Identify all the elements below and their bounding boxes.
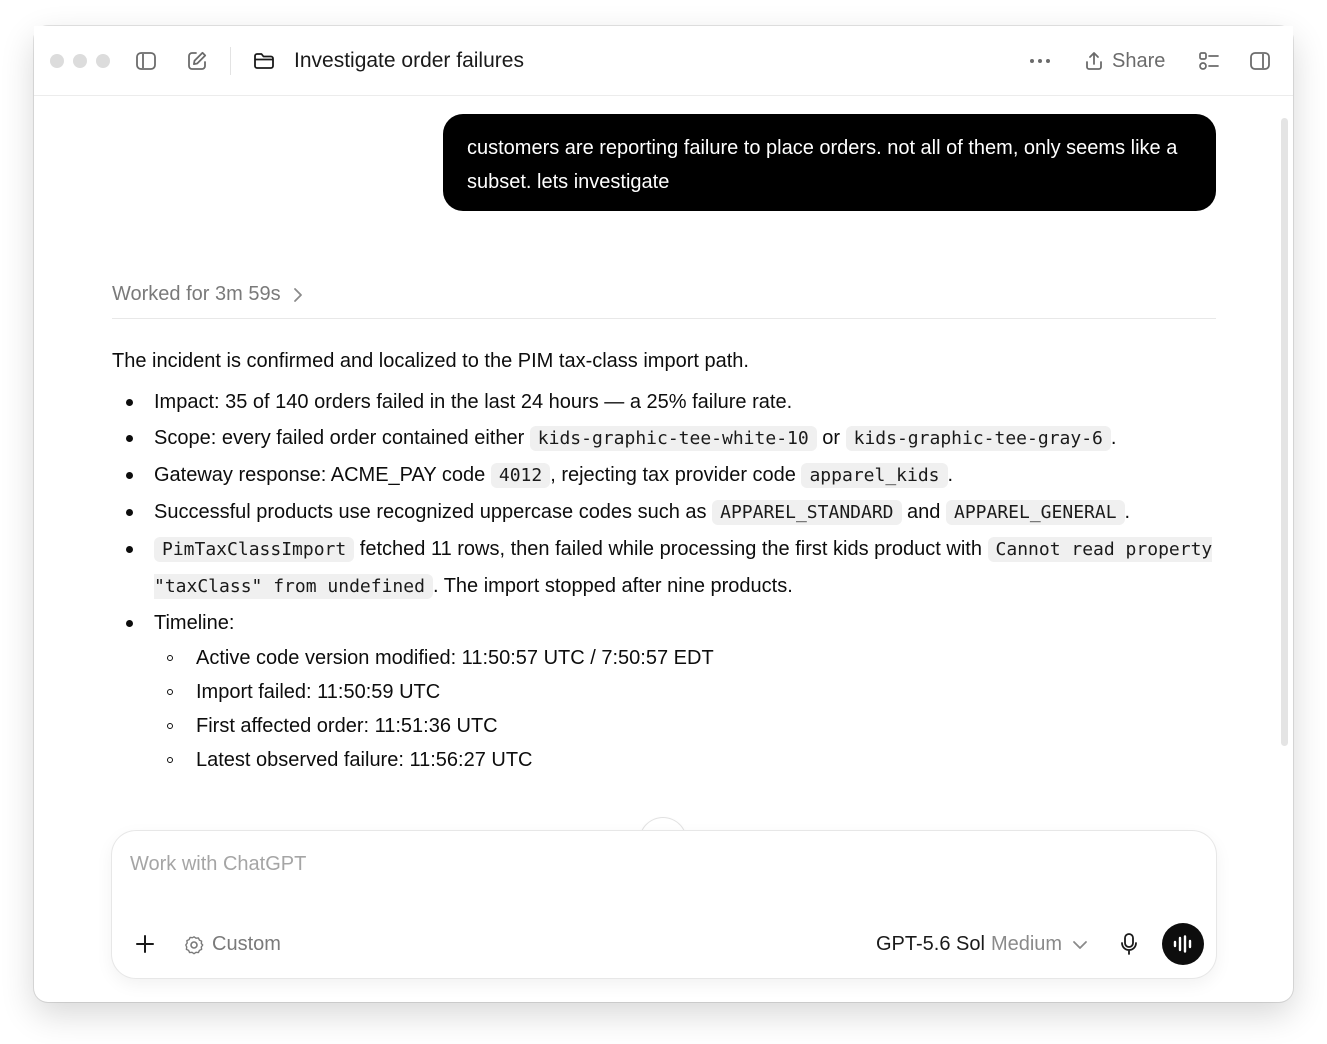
successful-text: .	[1124, 501, 1131, 523]
new-chat-icon[interactable]	[184, 48, 210, 74]
response-intro: The incident is confirmed and localized to the PIM tax-class import path.	[112, 350, 749, 372]
list-item-impact	[112, 384, 1222, 420]
minimize-window-button[interactable]	[73, 54, 87, 68]
inline-code: 4012	[491, 463, 550, 488]
inline-code: PimTaxClassImport	[154, 537, 354, 562]
model-selector[interactable]	[876, 933, 1088, 956]
list-item-gateway	[112, 457, 1222, 494]
microphone-icon	[1120, 932, 1138, 956]
plus-icon	[135, 934, 155, 954]
timeline-item: Latest observed failure: 11:56:27 UTC	[154, 743, 1222, 777]
user-message: customers are reporting failure to place orders. not all of them, only seems like a subset. lets investigate	[443, 114, 1216, 211]
task-list-icon[interactable]	[1196, 48, 1222, 74]
message-input[interactable]	[130, 853, 1030, 876]
response-bullets	[112, 384, 1222, 777]
worked-for-toggle[interactable]	[112, 283, 303, 306]
inline-code: kids-graphic-tee-gray-6	[846, 426, 1111, 451]
import-text: . The import stopped after nine products.	[432, 575, 793, 597]
share-label: Share	[1112, 49, 1166, 72]
more-options-icon[interactable]	[1027, 48, 1053, 74]
zoom-window-button[interactable]	[96, 54, 110, 68]
list-item-import	[112, 531, 1222, 605]
inline-code: APPAREL_GENERAL	[946, 500, 1125, 525]
list-item-scope	[112, 420, 1222, 457]
divider	[112, 318, 1216, 319]
share-icon	[1084, 51, 1104, 71]
sidebar-toggle-icon[interactable]	[133, 48, 159, 74]
successful-text: and	[901, 501, 946, 523]
impact-text: Impact: 35 of 140 orders failed in the last 24 hours — a 25% failure rate.	[154, 391, 793, 413]
waveform-icon	[1172, 935, 1194, 953]
successful-text: Successful products use recognized uppercase codes such as	[154, 501, 713, 523]
conversation-area	[34, 96, 1293, 856]
app-window	[34, 26, 1293, 1002]
right-panel-toggle-icon[interactable]	[1247, 48, 1273, 74]
toolbar-divider	[230, 47, 231, 75]
gateway-text: Gateway response: ACME_PAY code	[154, 464, 491, 486]
timeline-list	[154, 641, 1222, 777]
voice-mode-button[interactable]	[1162, 923, 1204, 965]
model-effort: Medium	[990, 933, 1063, 955]
folder-icon	[251, 48, 277, 74]
inline-code: apparel_kids	[801, 463, 947, 488]
gateway-text: .	[947, 464, 954, 486]
import-text: fetched 11 rows, then failed while processing the first kids product with	[354, 538, 988, 560]
worked-for-label: Worked for 3m 59s	[112, 283, 281, 305]
share-button[interactable]	[1084, 48, 1165, 74]
list-item-timeline	[112, 605, 1222, 777]
scrollbar[interactable]	[1281, 118, 1288, 746]
composer	[112, 831, 1216, 978]
inline-code: Cannot read property "taxClass" from undefined	[154, 539, 1213, 597]
custom-settings-button[interactable]	[184, 933, 281, 956]
dictate-button[interactable]	[1116, 931, 1142, 957]
inline-code: kids-graphic-tee-white-10	[530, 426, 817, 451]
gear-icon	[184, 935, 204, 955]
add-attachment-button[interactable]	[132, 931, 158, 957]
timeline-label: Timeline:	[154, 612, 235, 634]
chevron-down-icon	[1072, 940, 1088, 950]
gateway-text: , rejecting tax provider code	[550, 464, 802, 486]
list-item-successful	[112, 494, 1222, 531]
timeline-item: Active code version modified: 11:50:57 UTC / 7:50:57 EDT	[154, 641, 1222, 675]
close-window-button[interactable]	[50, 54, 64, 68]
inline-code: APPAREL_STANDARD	[712, 500, 901, 525]
model-name: GPT-5.6 Sol	[876, 933, 985, 955]
scope-text: .	[1110, 427, 1117, 449]
chevron-right-icon	[293, 287, 303, 303]
scope-text: Scope: every failed order contained either	[154, 427, 530, 449]
timeline-item: Import failed: 11:50:59 UTC	[154, 675, 1222, 709]
title-bar	[34, 26, 1293, 96]
conversation-title[interactable]: Investigate order failures	[294, 49, 524, 72]
scope-text: or	[816, 427, 846, 449]
custom-label: Custom	[212, 933, 281, 955]
timeline-item: First affected order: 11:51:36 UTC	[154, 709, 1222, 743]
